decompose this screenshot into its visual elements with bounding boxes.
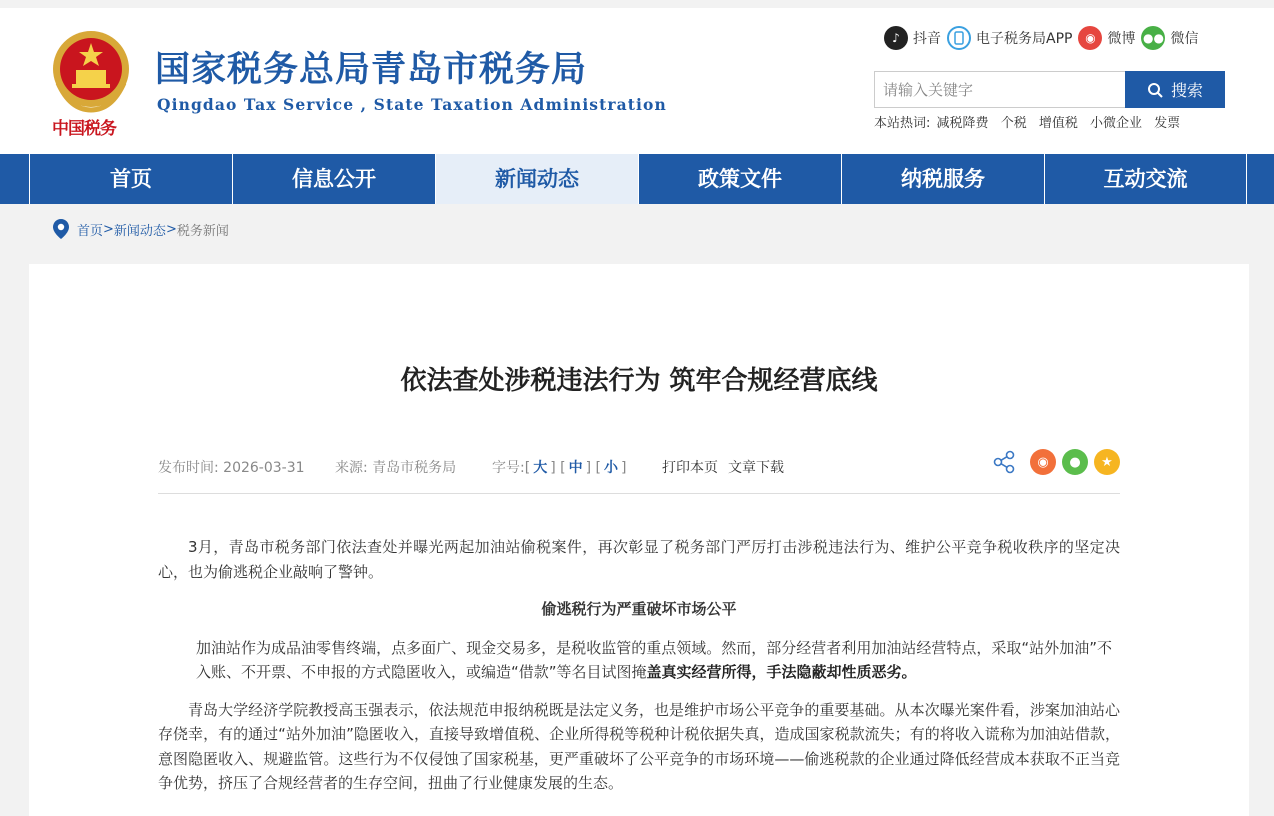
breadcrumb <box>52 218 229 240</box>
article-container <box>29 264 1249 816</box>
download-link[interactable]: 文章下载 <box>728 460 784 476</box>
social-douyin[interactable] <box>884 26 941 50</box>
font-size-label: 字号: <box>492 460 525 476</box>
china-tax-seal: 中国税务 <box>52 119 116 139</box>
site-header <box>0 8 1274 154</box>
hot-word[interactable]: 小微企业 <box>1090 116 1143 131</box>
font-size-medium[interactable]: 中 <box>568 460 583 476</box>
hot-words <box>874 112 1188 131</box>
hot-words-label: 本站热词: <box>874 116 931 131</box>
search-bar <box>874 71 1225 108</box>
wechat-icon: ●● <box>1141 26 1165 50</box>
breadcrumb-separator: > <box>103 221 114 237</box>
hot-word[interactable]: 发票 <box>1154 116 1181 131</box>
article-body <box>158 535 1120 809</box>
search-input[interactable] <box>874 71 1125 108</box>
share-wechat-icon[interactable]: ● <box>1062 449 1088 475</box>
article-paragraph-emphasis: 盖真实经营所得，手法隐蔽却性质恶劣。 <box>646 663 917 681</box>
article-source: 来源: 青岛市税务局 <box>335 460 457 476</box>
social-app-label: 电子税务局APP <box>976 31 1073 47</box>
breadcrumb-section[interactable]: 新闻动态 <box>113 223 166 239</box>
social-links <box>884 26 1204 50</box>
main-nav <box>0 154 1274 204</box>
article-meta <box>158 454 1120 494</box>
share-bar <box>992 449 1120 475</box>
print-link[interactable]: 打印本页 <box>662 460 718 476</box>
nav-news[interactable]: 新闻动态 <box>435 154 638 204</box>
hot-word[interactable]: 减税降费 <box>936 116 989 131</box>
nav-interaction[interactable]: 互动交流 <box>1044 154 1247 204</box>
font-size-small[interactable]: 小 <box>603 460 618 476</box>
article-paragraph <box>158 636 1120 685</box>
article-paragraph-text: 加油站作为成品油零售终端，点多面广、现金交易多，是税收监管的重点领域。然而，部分经营者利用加油站经营特点，采取“站外加油”不入账、不开票、不申报的方式隐匿收入，或编造“借款”等名目试图掩 <box>196 638 1112 681</box>
breadcrumb-separator: > <box>165 221 177 237</box>
article-paragraph: 青岛大学经济学院教授高玉强表示，依法规范申报纳税既是法定义务，也是维护市场公平竞争的重要基础。从本次曝光案件看，涉案加油站心存侥幸，有的通过“站外加油”隐匿收入，直接导致增值税、企业所得税等税种计税依据失真，造成国家税款流失；有的将收入谎称为加油站借款，意图隐匿收入、规避监管。这些行为不仅侵蚀了国家税基，更严重破坏了公平竞争的市场环境——偷逃税款的企业通过降低经营成本获取不正当竞争优势，挤压了合规经营者的生存空间，扭曲了行业健康发展的生态。 <box>158 700 1120 792</box>
site-title[interactable]: 国家税务总局青岛市税务局 <box>155 50 588 90</box>
nav-policy[interactable]: 政策文件 <box>638 154 841 204</box>
share-icon[interactable] <box>992 450 1016 474</box>
article-title: 依法查处涉税违法行为 筑牢合规经营底线 <box>400 366 878 396</box>
hot-word[interactable]: 个税 <box>1000 116 1027 131</box>
site-subtitle: Qingdao Tax Service , State Taxation Administration <box>157 95 667 114</box>
font-size-control: 字号:[ 大 ] [ 中 ] [ 小 ] <box>492 460 627 476</box>
nav-tax-service[interactable]: 纳税服务 <box>841 154 1044 204</box>
share-weibo-icon[interactable]: ◉ <box>1030 449 1056 475</box>
article-paragraph: 3月，青岛市税务部门依法查处并曝光两起加油站偷税案件，再次彰显了税务部门严厉打击涉税违法行为、维护公平竞争税收秩序的坚定决心，也为偷逃税企业敲响了警钟。 <box>158 538 1120 581</box>
social-app[interactable] <box>947 26 1072 50</box>
mobile-app-icon <box>947 26 971 50</box>
search-button-label: 搜索 <box>1170 81 1203 100</box>
national-emblem-icon <box>50 28 132 114</box>
favorite-star-icon[interactable]: ★ <box>1094 449 1120 475</box>
douyin-icon: ♪ <box>884 26 908 50</box>
social-wechat-label: 微信 <box>1170 31 1199 47</box>
search-icon <box>1147 82 1163 98</box>
social-wechat[interactable] <box>1141 26 1198 50</box>
location-pin-icon <box>52 218 70 240</box>
search-button[interactable] <box>1125 71 1225 108</box>
article-subheading: 偷逃税行为严重破坏市场公平 <box>541 600 737 618</box>
social-weibo-label: 微博 <box>1107 31 1136 47</box>
publish-date: 发布时间: 2026-03-31 <box>158 460 305 476</box>
breadcrumb-current: 税务新闻 <box>176 223 229 239</box>
weibo-icon: ◉ <box>1078 26 1102 50</box>
nav-info-disclosure[interactable]: 信息公开 <box>232 154 435 204</box>
hot-word[interactable]: 增值税 <box>1038 116 1078 131</box>
nav-home[interactable]: 首页 <box>29 154 232 204</box>
social-douyin-label: 抖音 <box>913 31 941 47</box>
social-weibo[interactable] <box>1078 26 1135 50</box>
breadcrumb-home[interactable]: 首页 <box>77 223 104 239</box>
font-size-large[interactable]: 大 <box>533 460 548 476</box>
